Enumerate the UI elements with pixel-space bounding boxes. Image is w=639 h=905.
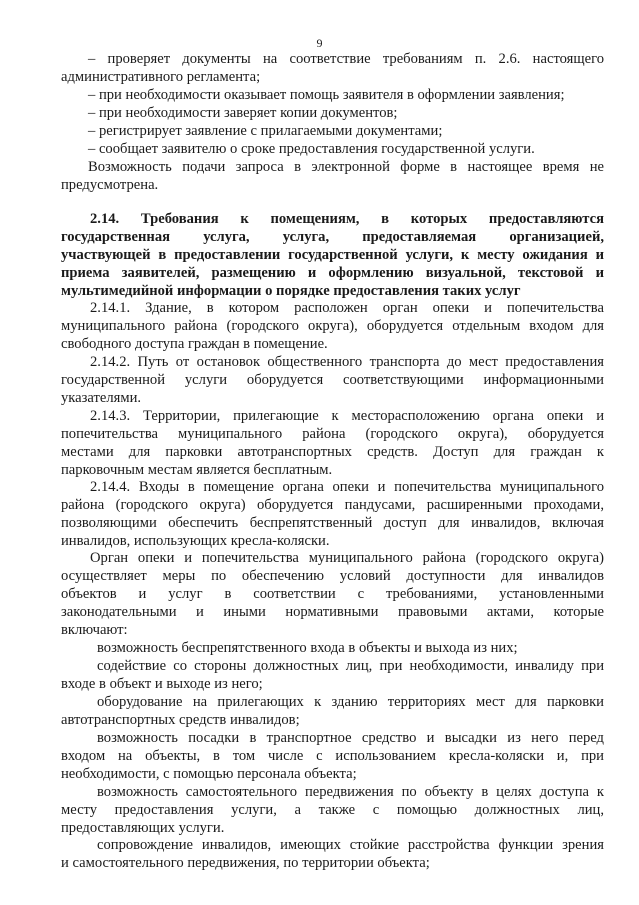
text-line: предоставляющих услуги.	[61, 820, 225, 836]
text-line: месту предоставления услуги, а также с помощью должностных лиц,	[61, 802, 604, 818]
text-line: законодательными и иными нормативными правовыми актами, которые	[61, 604, 604, 620]
text-line: инвалидов, использующих кресла-коляски.	[61, 533, 330, 549]
section-heading-line: государственная услуга, услуга, предоставляемая организацией,	[61, 229, 604, 245]
text-line: административного регламента;	[61, 69, 261, 85]
text-line: осуществляет меры по обеспечению условий доступности для инвалидов	[61, 568, 604, 584]
page-number: 9	[316, 36, 323, 50]
text-line: сопровождение инвалидов, имеющих стойкие расстройства функции зрения	[97, 837, 604, 853]
text-line: содействие со стороны должностных лиц, при необходимости, инвалиду при	[97, 658, 604, 674]
text-line: – регистрирует заявление с прилагаемыми документами;	[88, 123, 443, 139]
section-heading-line: мультимедийной информации о порядке предоставления таких услуг	[61, 283, 521, 299]
section-heading-line: участвующей в предоставлении государственной услуги, к месту ожидания и	[61, 247, 604, 263]
text-line: – при необходимости заверяет копии документов;	[88, 105, 398, 121]
text-line: 2.14.2. Путь от остановок общественного транспорта до мест предоставления	[90, 354, 604, 370]
text-line: Возможность подачи запроса в электронной форме в настоящее время не	[88, 159, 604, 175]
text-line: свободного доступа граждан в помещение.	[61, 336, 328, 352]
text-line: возможность посадки в транспортное средство и высадки из него перед	[97, 730, 604, 746]
text-line: местами для парковки автотранспортных средств. Доступ для граждан к	[61, 444, 604, 460]
text-line: объектов и услуг в соответствии с требованиями, установленными	[61, 586, 604, 602]
text-line: входом на объекты, в том числе с использованием кресла-коляски и, при	[61, 748, 604, 764]
text-line: включают:	[61, 622, 128, 638]
text-line: 2.14.1. Здание, в котором расположен орган опеки и попечительства	[90, 300, 604, 316]
text-line: – при необходимости оказывает помощь заявителя в оформлении заявления;	[88, 87, 565, 103]
text-line: необходимости, с помощью персонала объекта;	[61, 766, 357, 782]
text-line: указателями.	[61, 390, 142, 406]
text-line: – сообщает заявителю о сроке предоставления государственной услуги.	[88, 141, 535, 157]
text-line: Орган опеки и попечительства муниципального района (городского округа)	[90, 550, 604, 566]
text-line: оборудование на прилегающих к зданию территориях мест для парковки	[97, 694, 604, 710]
text-line: возможность беспрепятственного входа в объекты и выхода из них;	[97, 640, 518, 656]
text-line: 2.14.3. Территории, прилегающие к месторасположению органа опеки и	[90, 408, 604, 424]
section-heading-line: 2.14. Требования к помещениям, в которых предоставляются	[90, 211, 604, 227]
text-line: возможность самостоятельного передвижения по объекту в целях доступа к	[97, 784, 604, 800]
text-line: муниципального района (городского округа), оборудуется отдельным входом для	[61, 318, 604, 334]
text-line: 2.14.4. Входы в помещение органа опеки и попечительства муниципального	[90, 479, 604, 495]
text-line: государственной услуги оборудуется соответствующими информационными	[61, 372, 604, 388]
section-heading-line: приема заявителей, размещению и оформлению визуальной, текстовой и	[61, 265, 604, 281]
text-line: попечительства муниципального района (городского округа), оборудуется	[61, 426, 604, 442]
text-line: позволяющими обеспечить беспрепятственный доступ для инвалидов, включая	[61, 515, 604, 531]
text-line: предусмотрена.	[61, 177, 159, 193]
text-line: автотранспортных средств инвалидов;	[61, 712, 300, 728]
text-line: – проверяет документы на соответствие требованиям п. 2.6. настоящего	[88, 51, 604, 67]
text-line: района (городского округа) оборудуется пандусами, расширенными проходами,	[61, 497, 604, 513]
text-line: парковочным местам является бесплатным.	[61, 462, 333, 478]
text-line: входе в объект и выходе из него;	[61, 676, 263, 692]
text-line: и самостоятельного передвижения, по территории объекта;	[61, 855, 430, 871]
